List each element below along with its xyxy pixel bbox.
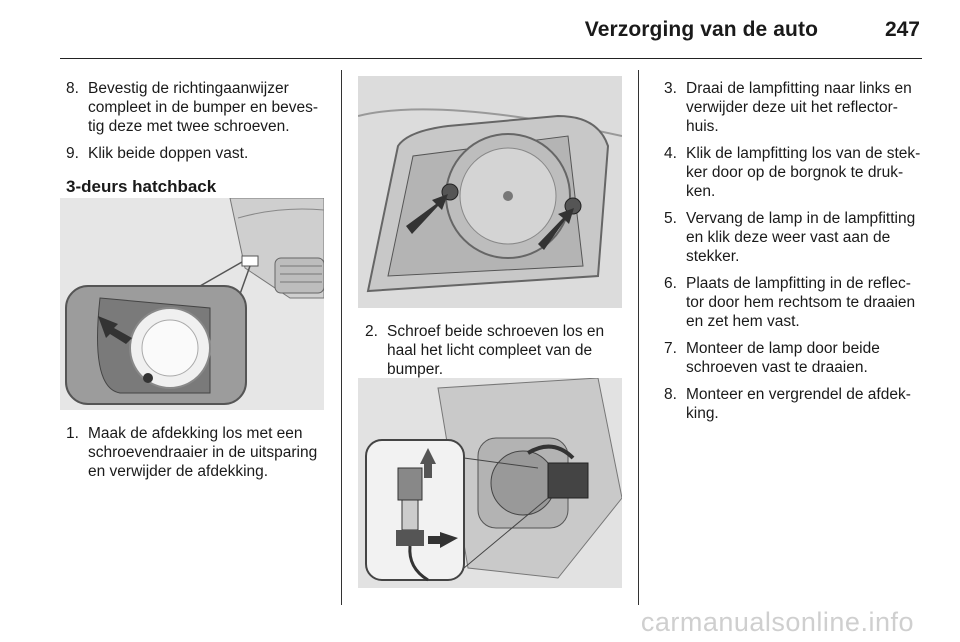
step-text: Draai de lampfitting naar links en verwijder deze uit het reflector-huis. xyxy=(686,80,912,135)
step-text: Bevestig de richtingaanwijzer compleet in de bumper en beves-tig deze met twee schroeven. xyxy=(88,80,319,135)
step-text: Monteer de lamp door beide schroeven vast te draaien. xyxy=(686,340,880,376)
step-number: 1. xyxy=(66,425,79,442)
step-text: Maak de afdekking los met een schroevendraaier in de uitsparing en verwijder de afdekking. xyxy=(88,425,318,480)
step-text: Monteer en vergrendel de afdek-king. xyxy=(686,386,911,422)
lamp-holder-illustration xyxy=(358,378,622,588)
step-7 xyxy=(664,339,926,377)
step-5 xyxy=(664,209,926,266)
figure-lamp-holder xyxy=(358,378,622,588)
step-number: 5. xyxy=(664,210,677,227)
step-8-right xyxy=(664,385,926,423)
step-text: Vervang de lamp in de lampfitting en klik deze weer vast aan de stekker. xyxy=(686,210,916,265)
step-number: 2. xyxy=(365,323,378,340)
step-2 xyxy=(365,322,627,379)
page-title: Verzorging van de auto xyxy=(584,18,818,41)
step-text: Klik de lampfitting los van de stek-ker door op de borgnok te druk-ken. xyxy=(686,145,921,200)
step-number: 8. xyxy=(66,80,79,97)
section-heading: 3-deurs hatchback xyxy=(66,177,217,196)
step-text: Klik beide doppen vast. xyxy=(88,145,249,162)
step-1 xyxy=(66,424,328,481)
step-number: 7. xyxy=(664,340,677,357)
step-text: Plaats de lampfitting in de reflec-tor door hem rechtsom te draaien en zet hem vast. xyxy=(686,275,916,330)
column-divider-right xyxy=(638,70,639,605)
fog-lamp-screws-illustration xyxy=(358,76,622,308)
bumper-cover-illustration xyxy=(60,198,324,410)
step-3 xyxy=(664,79,926,136)
figure-bumper-cover xyxy=(60,198,324,410)
step-number: 3. xyxy=(664,80,677,97)
step-number: 9. xyxy=(66,145,79,162)
header-divider xyxy=(60,58,922,59)
page-number: 247 xyxy=(884,18,920,41)
step-9 xyxy=(66,144,328,163)
step-6 xyxy=(664,274,926,331)
step-number: 4. xyxy=(664,145,677,162)
step-8-left xyxy=(66,79,328,136)
left-column-lower xyxy=(66,424,328,489)
watermark: carmanualsonline.info xyxy=(640,607,914,637)
figure-fog-lamp-screws xyxy=(358,76,622,308)
step-number: 6. xyxy=(664,275,677,292)
column-divider-left xyxy=(341,70,342,605)
right-column xyxy=(664,79,926,431)
step-4 xyxy=(664,144,926,201)
step-text: Schroef beide schroeven los en haal het licht compleet van de bumper. xyxy=(387,323,605,378)
left-column xyxy=(66,79,328,196)
step-number: 8. xyxy=(664,386,677,403)
